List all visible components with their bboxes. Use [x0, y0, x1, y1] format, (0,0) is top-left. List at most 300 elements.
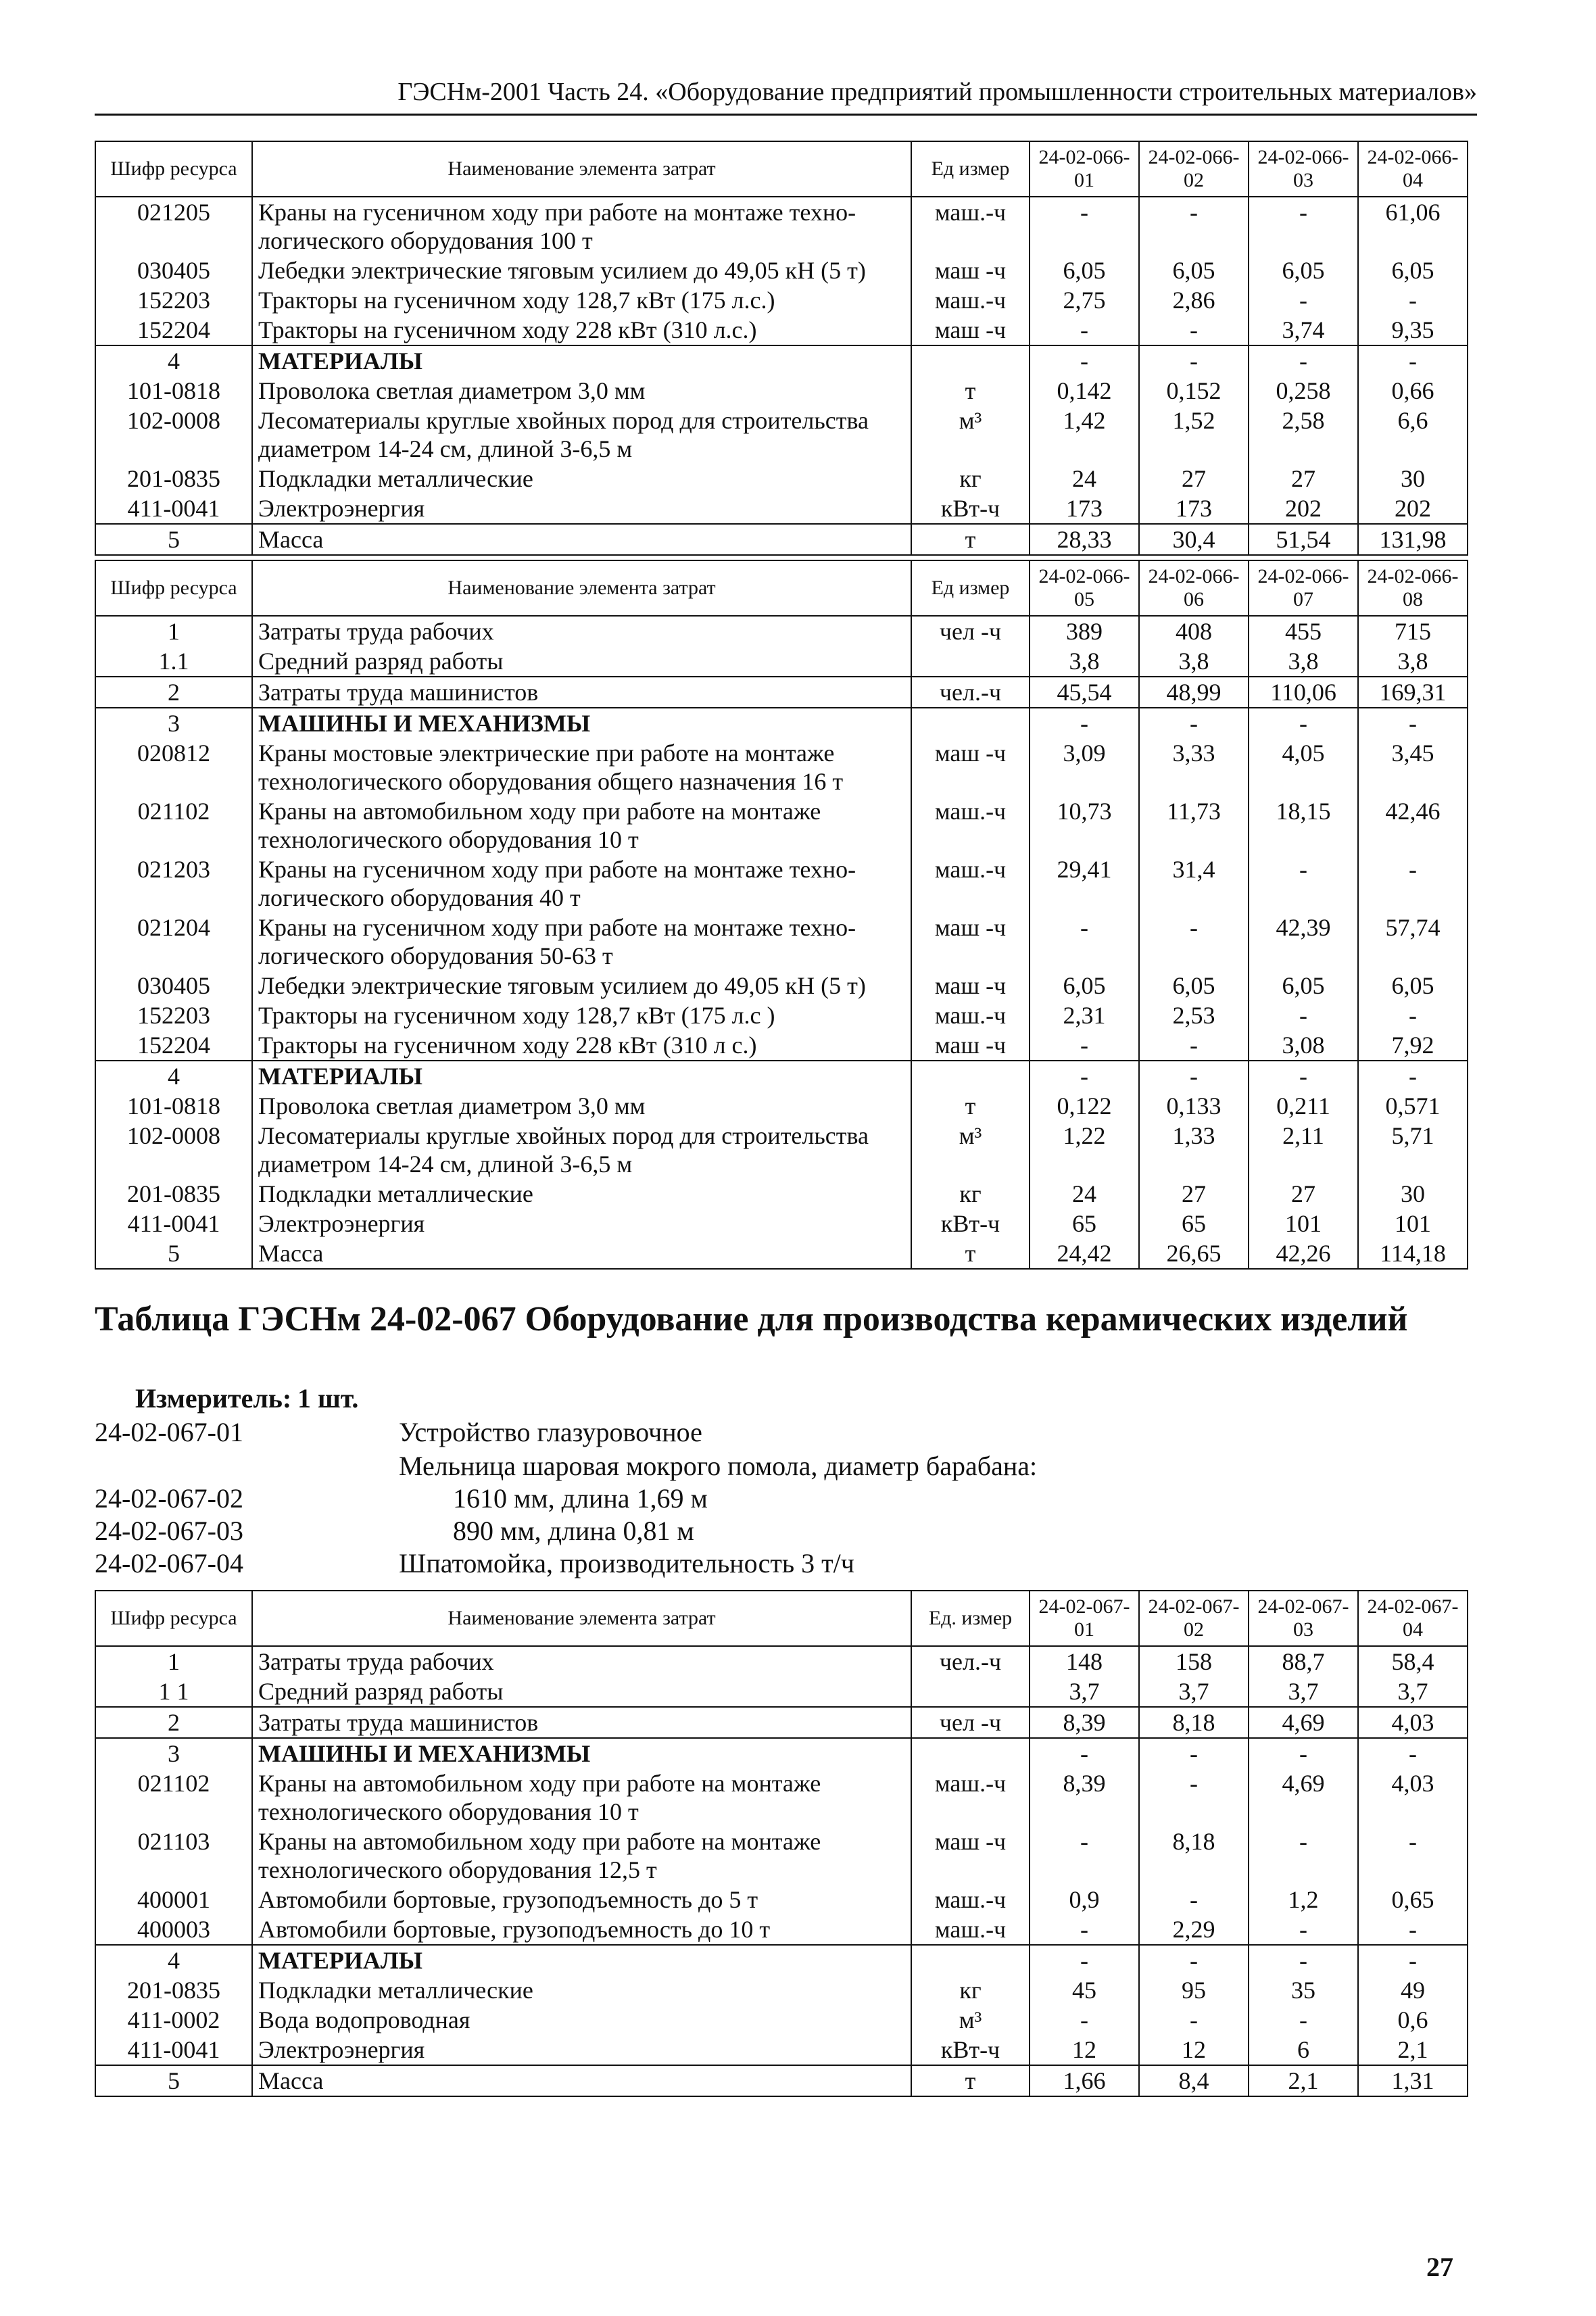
cost-element-name: Краны на гусеничном ходу при работе на монтаже техно-логического оборудования 50-63 т: [252, 913, 911, 971]
variant-code: 24-02-067-04: [95, 1548, 243, 1578]
unit: [911, 1945, 1030, 1975]
resource-code: 5: [95, 524, 252, 555]
value: 4,69: [1249, 1768, 1358, 1827]
value: 0,6: [1358, 2005, 1468, 2035]
resource-code: 1: [95, 616, 252, 646]
unit: маш -ч: [911, 1030, 1030, 1061]
resource-code: 411-0041: [95, 493, 252, 524]
value: 1,66: [1030, 2065, 1139, 2096]
value: 57,74: [1358, 913, 1468, 971]
header-col-2: 24-02-066-06: [1139, 560, 1249, 616]
value: -: [1030, 1945, 1139, 1975]
value: 28,33: [1030, 524, 1139, 555]
resource-code: 021204: [95, 913, 252, 971]
table-row: [95, 1676, 1468, 1707]
unit: маш -ч: [911, 256, 1030, 285]
variant-code: 24-02-067-01: [95, 1417, 243, 1447]
variant-code: 24-02-067-03: [95, 1516, 243, 1546]
cost-element-name: Затраты труда рабочих: [252, 1646, 911, 1676]
value: -: [1139, 2005, 1249, 2035]
value: 3,08: [1249, 1030, 1358, 1061]
value: 2,31: [1030, 1000, 1139, 1030]
cost-element-name: Проволока светлая диаметром 3,0 мм: [252, 376, 911, 406]
cost-element-name: Подкладки металлические: [252, 1975, 911, 2005]
resource-code: 101-0818: [95, 1091, 252, 1121]
value: -: [1139, 1768, 1249, 1827]
table-row: [95, 315, 1468, 345]
table-row: [95, 197, 1468, 256]
unit: [911, 1061, 1030, 1091]
resource-table-066-05-08: [95, 560, 1468, 1270]
value: 8,39: [1030, 1768, 1139, 1827]
resource-code: 030405: [95, 256, 252, 285]
resource-code: 021103: [95, 1827, 252, 1885]
cost-element-name: Электроэнергия: [252, 493, 911, 524]
resource-code: 201-0835: [95, 1975, 252, 2005]
value: -: [1139, 345, 1249, 376]
resource-code: 3: [95, 708, 252, 738]
cost-element-name: Автомобили бортовые, грузоподъемность до 10 т: [252, 1914, 911, 1945]
value: 51,54: [1249, 524, 1358, 555]
resource-code: 152204: [95, 1030, 252, 1061]
value: 8,18: [1139, 1827, 1249, 1885]
value: 65: [1139, 1209, 1249, 1238]
value: 3,09: [1030, 738, 1139, 796]
value: 0,571: [1358, 1091, 1468, 1121]
unit: [911, 646, 1030, 677]
value: -: [1030, 1061, 1139, 1091]
value: 27: [1139, 464, 1249, 493]
unit: маш.-ч: [911, 1885, 1030, 1914]
table-title: Таблица ГЭСНм 24-02-067 Оборудование для производства керамических изделий: [95, 1300, 1408, 1338]
value: -: [1249, 2005, 1358, 2035]
value: -: [1030, 197, 1139, 256]
value: 2,1: [1358, 2035, 1468, 2065]
value: -: [1358, 285, 1468, 315]
value: 173: [1139, 493, 1249, 524]
value: 6,05: [1358, 256, 1468, 285]
unit: чел.-ч: [911, 1646, 1030, 1676]
cost-element-name: Вода водопроводная: [252, 2005, 911, 2035]
value: 131,98: [1358, 524, 1468, 555]
header-col-3: 24-02-066-07: [1249, 560, 1358, 616]
value: 4,69: [1249, 1707, 1358, 1738]
table-row: [95, 854, 1468, 913]
value: -: [1030, 708, 1139, 738]
value: 169,31: [1358, 677, 1468, 708]
value: -: [1249, 854, 1358, 913]
table-row: [95, 1975, 1468, 2005]
value: 42,26: [1249, 1238, 1358, 1269]
running-title: ГЭСНм-2001 Часть 24. «Оборудование предприятий промышленности строительных материалов»: [397, 78, 1477, 106]
table-row: [95, 1827, 1468, 1885]
value: 27: [1139, 1179, 1249, 1209]
cost-element-name: Тракторы на гусеничном ходу 128,7 кВт (175 л.с.): [252, 285, 911, 315]
table-row: [95, 1885, 1468, 1914]
table-row: [95, 738, 1468, 796]
table-row: [95, 464, 1468, 493]
value: 3,8: [1030, 646, 1139, 677]
cost-element-name: МАШИНЫ И МЕХАНИЗМЫ: [252, 708, 911, 738]
value: 30,4: [1139, 524, 1249, 555]
value: 7,92: [1358, 1030, 1468, 1061]
value: 12: [1030, 2035, 1139, 2065]
value: 6,05: [1139, 256, 1249, 285]
table-row: [95, 524, 1468, 555]
resource-code: 400001: [95, 1885, 252, 1914]
value: 65: [1030, 1209, 1139, 1238]
header-name: Наименование элемента затрат: [252, 1591, 911, 1646]
table-row: [95, 1238, 1468, 1269]
value: -: [1358, 345, 1468, 376]
value: 42,46: [1358, 796, 1468, 854]
value: 3,8: [1249, 646, 1358, 677]
value: -: [1249, 285, 1358, 315]
resource-code: 152204: [95, 315, 252, 345]
resource-code: 5: [95, 1238, 252, 1269]
table-row: [95, 1914, 1468, 1945]
header-col-2: 24-02-066-02: [1139, 141, 1249, 197]
unit: маш.-ч: [911, 1768, 1030, 1827]
value: 2,58: [1249, 406, 1358, 464]
unit: маш.-ч: [911, 197, 1030, 256]
variant-item: [95, 1547, 1311, 1580]
variant-text: 890 мм, длина 0,81 м: [453, 1516, 694, 1546]
cost-element-name: Масса: [252, 2065, 911, 2096]
value: 0,65: [1358, 1885, 1468, 1914]
value: 6,05: [1030, 256, 1139, 285]
unit: т: [911, 1091, 1030, 1121]
table-row: [95, 646, 1468, 677]
value: 389: [1030, 616, 1139, 646]
unit: [911, 345, 1030, 376]
header-name: Наименование элемента затрат: [252, 141, 911, 197]
table-row: [95, 1030, 1468, 1061]
value: 1,42: [1030, 406, 1139, 464]
table-row: [95, 1061, 1468, 1091]
unit: маш.-ч: [911, 1914, 1030, 1945]
value: 3,74: [1249, 315, 1358, 345]
value: -: [1249, 1000, 1358, 1030]
unit: кг: [911, 1179, 1030, 1209]
value: 1,2: [1249, 1885, 1358, 1914]
unit: кВт-ч: [911, 2035, 1030, 2065]
resource-code: 411-0002: [95, 2005, 252, 2035]
value: -: [1249, 1914, 1358, 1945]
value: -: [1358, 1738, 1468, 1768]
table-row: [95, 1209, 1468, 1238]
header-col-4: 24-02-066-04: [1358, 141, 1468, 197]
resource-code: 4: [95, 1945, 252, 1975]
cost-element-name: Лесоматериалы круглые хвойных пород для строительства диаметром 14-24 см, длиной 3-6,5 м: [252, 406, 911, 464]
unit: т: [911, 376, 1030, 406]
unit: чел -ч: [911, 616, 1030, 646]
cost-element-name: МАТЕРИАЛЫ: [252, 1945, 911, 1975]
table-row: [95, 796, 1468, 854]
unit: т: [911, 524, 1030, 555]
value: 6,05: [1249, 971, 1358, 1000]
value: -: [1358, 1945, 1468, 1975]
value: -: [1358, 708, 1468, 738]
resource-code: 1 1: [95, 1676, 252, 1707]
value: 1,31: [1358, 2065, 1468, 2096]
table-row: [95, 1000, 1468, 1030]
unit: т: [911, 2065, 1030, 2096]
value: -: [1358, 1000, 1468, 1030]
value: -: [1030, 1827, 1139, 1885]
value: 2,11: [1249, 1121, 1358, 1179]
cost-element-name: Затраты труда рабочих: [252, 616, 911, 646]
value: 27: [1249, 464, 1358, 493]
value: 715: [1358, 616, 1468, 646]
resource-code: 1.1: [95, 646, 252, 677]
cost-element-name: МАТЕРИАЛЫ: [252, 1061, 911, 1091]
unit: м³: [911, 1121, 1030, 1179]
table-row: [95, 708, 1468, 738]
value: 455: [1249, 616, 1358, 646]
table-row: [95, 2005, 1468, 2035]
resource-code: 021203: [95, 854, 252, 913]
value: 3,8: [1139, 646, 1249, 677]
value: 0,152: [1139, 376, 1249, 406]
value: -: [1139, 1061, 1249, 1091]
table-row: [95, 285, 1468, 315]
variant-item: [95, 1482, 1311, 1515]
table-row: [95, 1091, 1468, 1121]
value: -: [1358, 1061, 1468, 1091]
cost-element-name: Масса: [252, 1238, 911, 1269]
meter-label: Измеритель:: [135, 1383, 292, 1414]
value: 31,4: [1139, 854, 1249, 913]
value: 9,35: [1358, 315, 1468, 345]
value: -: [1030, 1030, 1139, 1061]
value: -: [1139, 913, 1249, 971]
cost-element-name: Затраты труда машинистов: [252, 1707, 911, 1738]
value: 6,05: [1139, 971, 1249, 1000]
value: 0,258: [1249, 376, 1358, 406]
cost-element-name: Автомобили бортовые, грузоподъемность до 5 т: [252, 1885, 911, 1914]
value: -: [1139, 708, 1249, 738]
value: 3,7: [1249, 1676, 1358, 1707]
resource-code: 4: [95, 345, 252, 376]
meter-value: 1 шт.: [297, 1383, 359, 1414]
value: 3,7: [1358, 1676, 1468, 1707]
unit: маш -ч: [911, 315, 1030, 345]
unit: т: [911, 1238, 1030, 1269]
value: 48,99: [1139, 677, 1249, 708]
value: 26,65: [1139, 1238, 1249, 1269]
table-row: [95, 913, 1468, 971]
value: -: [1249, 345, 1358, 376]
value: 202: [1358, 493, 1468, 524]
value: -: [1249, 708, 1358, 738]
value: 2,29: [1139, 1914, 1249, 1945]
cost-element-name: Лесоматериалы круглые хвойных пород для строительства диаметром 14-24 см, длиной 3-6,5 м: [252, 1121, 911, 1179]
value: 114,18: [1358, 1238, 1468, 1269]
cost-element-name: Затраты труда машинистов: [252, 677, 911, 708]
unit: чел -ч: [911, 1707, 1030, 1738]
value: 3,45: [1358, 738, 1468, 796]
cost-element-name: Электроэнергия: [252, 2035, 911, 2065]
unit: м³: [911, 406, 1030, 464]
unit: маш.-ч: [911, 854, 1030, 913]
value: 0,211: [1249, 1091, 1358, 1121]
unit: м³: [911, 2005, 1030, 2035]
resource-code: 2: [95, 1707, 252, 1738]
variant-item: [95, 1450, 1311, 1482]
header-col-1: 24-02-066-01: [1030, 141, 1139, 197]
table-row: [95, 493, 1468, 524]
header-col-4: 24-02-066-08: [1358, 560, 1468, 616]
cost-element-name: Проволока светлая диаметром 3,0 мм: [252, 1091, 911, 1121]
value: 101: [1249, 1209, 1358, 1238]
resource-code: 400003: [95, 1914, 252, 1945]
value: 24: [1030, 1179, 1139, 1209]
value: 110,06: [1249, 677, 1358, 708]
value: 0,142: [1030, 376, 1139, 406]
header-col-1: 24-02-066-05: [1030, 560, 1139, 616]
cost-element-name: Лебедки электрические тяговым усилием до 49,05 кН (5 т): [252, 971, 911, 1000]
table-row: [95, 971, 1468, 1000]
header-name: Наименование элемента затрат: [252, 560, 911, 616]
resource-code: 411-0041: [95, 2035, 252, 2065]
table-row: [95, 1768, 1468, 1827]
value: 30: [1358, 1179, 1468, 1209]
value: -: [1358, 1827, 1468, 1885]
table-row: [95, 2065, 1468, 2096]
value: 42,39: [1249, 913, 1358, 971]
value: 3,7: [1030, 1676, 1139, 1707]
unit: маш -ч: [911, 738, 1030, 796]
cost-element-name: Электроэнергия: [252, 1209, 911, 1238]
value: 5,71: [1358, 1121, 1468, 1179]
resource-code: 021102: [95, 1768, 252, 1827]
cost-element-name: Подкладки металлические: [252, 464, 911, 493]
resource-code: 3: [95, 1738, 252, 1768]
resource-code: 2: [95, 677, 252, 708]
value: 11,73: [1139, 796, 1249, 854]
variant-text: Мельница шаровая мокрого помола, диаметр барабана:: [399, 1451, 1038, 1481]
variant-item: [95, 1416, 1311, 1449]
unit: кВт-ч: [911, 493, 1030, 524]
value: -: [1358, 854, 1468, 913]
value: 8,4: [1139, 2065, 1249, 2096]
cost-element-name: Краны на автомобильном ходу при работе на монтаже технологического оборудования 10 т: [252, 796, 911, 854]
cost-element-name: Краны на гусеничном ходу при работе на монтаже техно-логического оборудования 100 т: [252, 197, 911, 256]
header-code: Шифр ресурса: [95, 560, 252, 616]
value: 58,4: [1358, 1646, 1468, 1676]
table-row: [95, 345, 1468, 376]
table-row: [95, 1121, 1468, 1179]
header-unit: Ед. измер: [911, 1591, 1030, 1646]
cost-element-name: Масса: [252, 524, 911, 555]
value: 27: [1249, 1179, 1358, 1209]
unit: [911, 1738, 1030, 1768]
value: 6,05: [1358, 971, 1468, 1000]
cost-element-name: Краны мостовые электрические при работе на монтаже технологического оборудования общего назначения 16 т: [252, 738, 911, 796]
variant-text: Шпатомойка, производительность 3 т/ч: [399, 1548, 854, 1578]
unit: маш -ч: [911, 971, 1030, 1000]
value: 148: [1030, 1646, 1139, 1676]
value: -: [1249, 1827, 1358, 1885]
value: 408: [1139, 616, 1249, 646]
cost-element-name: Средний разряд работы: [252, 646, 911, 677]
value: 173: [1030, 493, 1139, 524]
unit: маш.-ч: [911, 285, 1030, 315]
unit: чел.-ч: [911, 677, 1030, 708]
unit: кг: [911, 464, 1030, 493]
value: 6: [1249, 2035, 1358, 2065]
variant-text: Устройство глазуровочное: [399, 1417, 702, 1447]
unit: маш.-ч: [911, 1000, 1030, 1030]
value: 95: [1139, 1975, 1249, 2005]
meter-line: [95, 1382, 1311, 1415]
resource-code: 4: [95, 1061, 252, 1091]
unit: [911, 708, 1030, 738]
value: -: [1030, 2005, 1139, 2035]
cost-element-name: Тракторы на гусеничном ходу 128,7 кВт (175 л.с ): [252, 1000, 911, 1030]
header-col-3: 24-02-067-03: [1249, 1591, 1358, 1646]
resource-code: 5: [95, 2065, 252, 2096]
value: 8,39: [1030, 1707, 1139, 1738]
header-code: Шифр ресурса: [95, 1591, 252, 1646]
value: 0,122: [1030, 1091, 1139, 1121]
value: -: [1030, 913, 1139, 971]
resource-code: 1: [95, 1646, 252, 1676]
value: -: [1139, 315, 1249, 345]
table-row: [95, 616, 1468, 646]
value: 6,05: [1249, 256, 1358, 285]
page-header: [95, 73, 1477, 116]
resource-code: 201-0835: [95, 1179, 252, 1209]
resource-code: 102-0008: [95, 1121, 252, 1179]
value: 4,05: [1249, 738, 1358, 796]
resource-code: 021205: [95, 197, 252, 256]
resource-code: 152203: [95, 285, 252, 315]
header-col-3: 24-02-066-03: [1249, 141, 1358, 197]
value: 88,7: [1249, 1646, 1358, 1676]
table-row: [95, 376, 1468, 406]
value: 3,8: [1358, 646, 1468, 677]
unit: кг: [911, 1975, 1030, 2005]
resource-code: 411-0041: [95, 1209, 252, 1238]
value: 35: [1249, 1975, 1358, 2005]
value: 24,42: [1030, 1238, 1139, 1269]
value: 12: [1139, 2035, 1249, 2065]
value: 45: [1030, 1975, 1139, 2005]
value: -: [1249, 1738, 1358, 1768]
unit: маш -ч: [911, 913, 1030, 971]
value: -: [1030, 315, 1139, 345]
resource-code: 201-0835: [95, 464, 252, 493]
value: 1,33: [1139, 1121, 1249, 1179]
cost-element-name: Тракторы на гусеничном ходу 228 кВт (310 л.с.): [252, 315, 911, 345]
value: 29,41: [1030, 854, 1139, 913]
value: -: [1139, 1945, 1249, 1975]
value: -: [1249, 1061, 1358, 1091]
page-number: 27: [1426, 2252, 1453, 2282]
value: 45,54: [1030, 677, 1139, 708]
table-row: [95, 677, 1468, 708]
value: 4,03: [1358, 1707, 1468, 1738]
value: 2,53: [1139, 1000, 1249, 1030]
value: 30: [1358, 464, 1468, 493]
header-col-4: 24-02-067-04: [1358, 1591, 1468, 1646]
value: 8,18: [1139, 1707, 1249, 1738]
resource-table-066-01-04: [95, 141, 1468, 556]
table-row: [95, 1179, 1468, 1209]
value: 18,15: [1249, 796, 1358, 854]
